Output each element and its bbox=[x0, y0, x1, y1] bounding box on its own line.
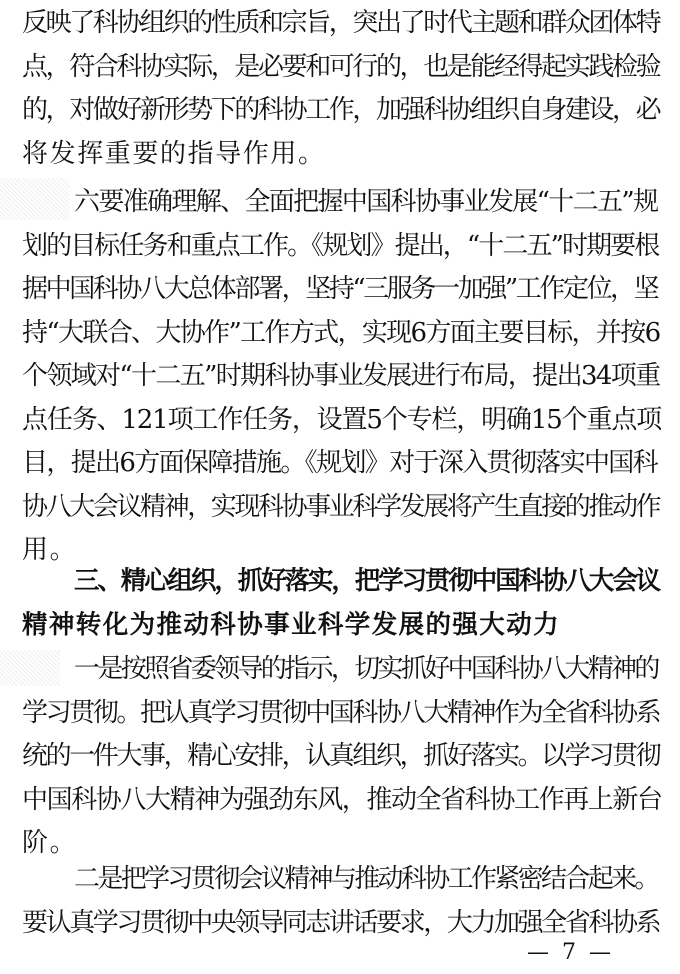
text-line: 一是按照省委领导的指示，切实抓好中国科协八大精神的 bbox=[74, 654, 658, 684]
text-line: 统的一件大事，精心安排，认真组织，抓好落实。以学习贯彻 bbox=[22, 741, 660, 771]
text-line: 阶。 bbox=[22, 828, 78, 858]
text-line: 据中国科协八大总体部署，坚持“三服务一加强”工作定位，坚 bbox=[22, 274, 658, 304]
text-line: 划的目标任务和重点工作。《规划》提出，“十二五”时期要根 bbox=[22, 230, 659, 261]
text-line: 六要准确理解、全面把握中国科协事业发展“十二五”规 bbox=[74, 187, 658, 217]
text-line: 点任务、121项工作任务，设置5个专栏，明确15个重点项 bbox=[22, 404, 662, 435]
paragraph-planning bbox=[22, 181, 662, 573]
text-line: 点，符合科协实际，是必要和可行的，也是能经得起实践检验 bbox=[22, 51, 660, 82]
text-line: 目，提出6方面保障措施。《规划》对于深入贯彻落实中国科 bbox=[22, 448, 657, 478]
paragraph-second-point bbox=[22, 858, 662, 945]
text-line: 持“大联合、大协作”工作方式，实现6方面主要目标，并按6 bbox=[22, 317, 660, 348]
heading-line: 三、精心组织，抓好落实，把学习贯彻中国科协八大会议 bbox=[74, 566, 660, 596]
heading-line: 精神转化为推动科协事业科学发展的强大动力 bbox=[22, 609, 561, 640]
text-line: 用。 bbox=[22, 535, 78, 565]
section-heading bbox=[22, 560, 662, 647]
text-line: 个领域对“十二五”时期科协事业发展进行布局，提出34项重 bbox=[22, 361, 660, 391]
text-line: 协八大会议精神，实现科协事业科学发展将产生直接的推动作 bbox=[22, 491, 660, 522]
text-line: 学习贯彻。把认真学习贯彻中国科协八大精神作为全省科协系 bbox=[22, 697, 660, 728]
text-line: 要认真学习贯彻中央领导同志讲话要求，大力加强全省科协系 bbox=[22, 907, 660, 938]
paragraph-first-point bbox=[22, 648, 662, 866]
text-line: 将发挥重要的指导作用。 bbox=[22, 138, 326, 169]
text-line: 二是把学习贯彻会议精神与推动科协工作紧密结合起来。 bbox=[74, 864, 658, 894]
page-number: — 7 — bbox=[527, 940, 614, 965]
text-line: 反映了科协组织的性质和宗旨，突出了时代主题和群众团体特 bbox=[22, 8, 660, 38]
paragraph-continuation bbox=[22, 2, 662, 176]
text-line: 的，对做好新形势下的科协工作，加强科协组织自身建设，必 bbox=[22, 95, 660, 125]
text-line: 中国科协八大精神为强劲东风，推动全省科协工作再上新台 bbox=[22, 784, 662, 815]
